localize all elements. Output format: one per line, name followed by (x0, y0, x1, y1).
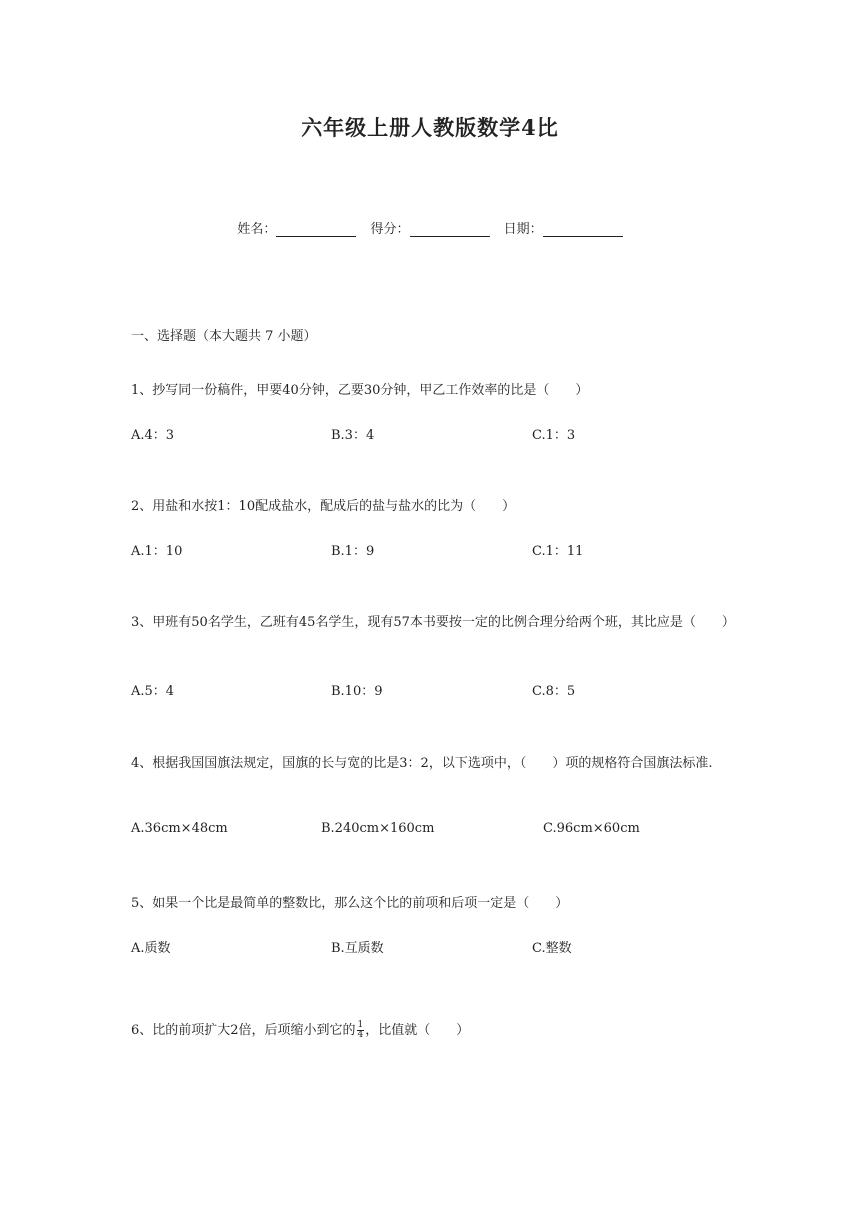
question-5: 5、如果一个比是最简单的整数比，那么这个比的前项和后项一定是（ ） (131, 896, 569, 911)
question-1-options (131, 424, 731, 444)
question-6 (131, 1019, 731, 1043)
score-field[interactable] (370, 218, 489, 237)
option-b[interactable]: B.10：9 (331, 684, 383, 699)
page-title: 六年级上册人教版数学4比 (301, 115, 559, 140)
option-c[interactable]: C.96cm×60cm (543, 821, 640, 836)
option-b[interactable]: B.3：4 (331, 428, 375, 443)
name-label: 姓名： (237, 222, 277, 237)
option-a[interactable]: A.4：3 (131, 428, 175, 443)
question-2-options (131, 540, 731, 560)
question-3: 3、甲班有50名学生，乙班有45名学生，现有57本书要按一定的比例合理分给两个班，其比应是（ ） (131, 615, 735, 630)
date-label: 日期： (503, 222, 543, 237)
date-field[interactable] (504, 218, 623, 237)
question-3-options (131, 680, 731, 700)
option-a[interactable]: A.5：4 (131, 684, 175, 699)
question-6-text-before: 6、比的前项扩大2倍，后项缩小到它的 (131, 1023, 356, 1038)
option-b[interactable]: B.互质数 (331, 941, 384, 956)
fraction (357, 1021, 365, 1040)
fraction-numerator: 1 (357, 1020, 364, 1030)
option-a[interactable]: A.质数 (131, 941, 171, 956)
student-info-row (0, 218, 860, 237)
question-2: 2、用盐和水按1：10配成盐水，配成后的盐与盐水的比为（ ） (131, 499, 516, 514)
option-c[interactable]: C.8：5 (532, 684, 576, 699)
option-b[interactable]: B.240cm×160cm (321, 821, 435, 836)
question-6-text-after: ，比值就（ ） (365, 1023, 470, 1038)
name-field[interactable] (237, 218, 356, 237)
option-c[interactable]: C.整数 (532, 941, 572, 956)
question-4-options (131, 821, 731, 841)
option-b[interactable]: B.1：9 (331, 544, 375, 559)
question-5-options (131, 937, 731, 957)
option-c[interactable]: C.1：11 (532, 544, 584, 559)
date-blank[interactable] (543, 222, 623, 237)
name-blank[interactable] (276, 222, 356, 237)
score-label: 得分： (370, 222, 410, 237)
option-a[interactable]: A.1：10 (131, 544, 183, 559)
question-4: 4、根据我国国旗法规定，国旗的长与宽的比是3：2，以下选项中，（ ）项的规格符合国旗法标准. (131, 756, 713, 771)
section-heading: 一、选择题（本大题共 7 小题） (131, 329, 317, 344)
option-a[interactable]: A.36cm×48cm (131, 821, 228, 836)
score-blank[interactable] (410, 222, 490, 237)
option-c[interactable]: C.1：3 (532, 428, 576, 443)
fraction-denominator: 4 (357, 1030, 364, 1040)
question-1: 1、抄写同一份稿件，甲要40分钟，乙要30分钟，甲乙工作效率的比是（ ） (131, 383, 589, 398)
